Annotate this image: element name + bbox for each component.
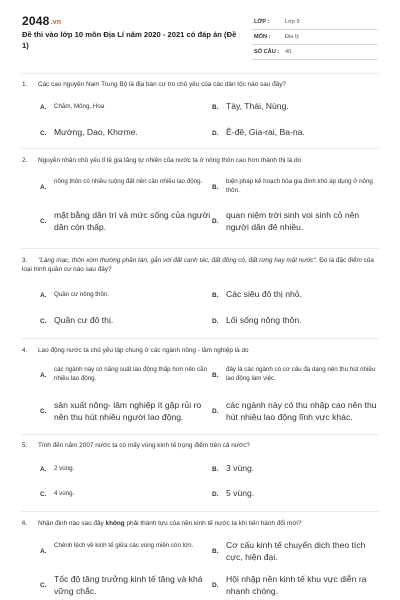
divider — [20, 148, 380, 149]
divider — [20, 338, 380, 339]
option-text: 5 vùng. — [226, 488, 255, 498]
option-text: sản xuất nông- lâm nghiệp ít gặp rủi ro nên thu hút nhiều người lao động. — [54, 400, 202, 422]
site-logo[interactable] — [22, 14, 61, 28]
info-value: 40 — [285, 49, 292, 55]
option-text: các ngành này có năng suất lao động thấp hơn nên cần nhiều lao động. — [54, 366, 208, 382]
info-key: SỐ CÂU : — [254, 49, 280, 55]
info-row-subject — [252, 30, 378, 45]
info-key: MÔN : — [254, 34, 271, 40]
question-text: 3. "Làng mạc, thôn xóm thường phân tán, gắn với đất canh tác, đất đồng cỏ, đất rừng hay mặt nước". Đó là đặc điểm của loại hình quần cư nào sau đây? — [22, 257, 374, 273]
question-text: 6. Nhận định nào sau đây không phải thành tựu của nền kinh tế nước ta khi tiến hành đổi mới? — [22, 520, 302, 527]
option-text: Chênh lệch về kinh tế giữa các vùng miền còn lớn. — [54, 542, 194, 549]
info-row-count — [252, 45, 378, 60]
question-text: 5. Tính đến năm 2007 nước ta có mấy vùng kinh tế trọng điểm trên cả nước? — [22, 442, 250, 449]
page-header — [0, 0, 400, 66]
info-key: LỚP : — [254, 19, 270, 25]
exam-info-table — [252, 15, 378, 60]
option-text: Quần cư nông thôn. — [54, 291, 110, 298]
question-text: 2. Nguyên nhân chủ yếu tỉ lệ gia tăng tự nhiên của nước ta ở nông thôn cao hơn thành thị là do — [22, 157, 302, 164]
info-value: Lớp 9 — [285, 19, 300, 25]
option-text: Các siêu đô thị nhỏ. — [226, 289, 302, 299]
option-text: nông thôn có nhiều ruộng đất nên cần nhiều lao động. — [54, 178, 203, 185]
exam-title: Đề thi vào lớp 10 môn Địa Lí năm 2020 - 2021 có đáp án (Đề 1) — [22, 30, 237, 50]
divider — [20, 73, 380, 74]
option-text: Quần cư đô thị. — [54, 315, 114, 325]
divider — [20, 511, 380, 512]
question-text: 4. Lao động nước ta chủ yếu tập chung ở các ngành nông - lâm nghiệp là do — [22, 347, 249, 354]
divider — [20, 434, 380, 435]
option-text: Tày, Thái, Nùng. — [226, 101, 289, 111]
option-text: 3 vùng. — [226, 463, 255, 473]
option-text: các ngành này có thu nhập cao nên thu hút nhiều lao động lĩnh vực khác. — [226, 400, 377, 422]
info-value: Địa lý — [285, 34, 299, 40]
option-text: Chăm, Mông, Hoa — [54, 103, 105, 110]
option-text: Ê-đê, Gia-rai, Ba-na. — [226, 127, 305, 137]
option-text: Tốc độ tăng trưởng kinh tế tăng và khá vững chắc. — [54, 574, 203, 596]
option-text: biện pháp kế hoạch hóa gia đình khó áp dụng ở nông thôn. — [226, 178, 373, 194]
divider — [20, 248, 380, 249]
option-text: quan niệm trời sinh voi sinh cỏ nên người dân đẻ nhiều. — [226, 210, 360, 232]
info-row-grade — [252, 15, 378, 30]
logo-suffix: .vn — [50, 19, 62, 26]
option-text: Mường, Dao, Khơme. — [54, 127, 138, 137]
option-text: Cơ cấu kinh tế chuyển dịch theo tích cực, hiện đại. — [226, 540, 366, 562]
option-text: 2 vùng. — [54, 465, 75, 472]
logo-number: 2048 — [22, 14, 50, 28]
option-text: Lối sống nông thôn. — [226, 315, 302, 325]
option-text: Hội nhập nền kinh tế khu vực diễn ra nhanh chóng. — [226, 574, 367, 596]
question-text: 1. Các cao nguyên Nam Trung Bộ là địa bàn cư trú chủ yếu của các dân tộc nào sau đây? — [22, 81, 286, 88]
option-text: 4 vùng. — [54, 490, 75, 497]
option-text: đây là các ngành có cơ cấu đa dạng nên thu hút nhiều lao động làm việc. — [226, 366, 376, 382]
option-text: mặt bằng dân trí và mức sống của người dân còn thấp. — [54, 210, 211, 232]
